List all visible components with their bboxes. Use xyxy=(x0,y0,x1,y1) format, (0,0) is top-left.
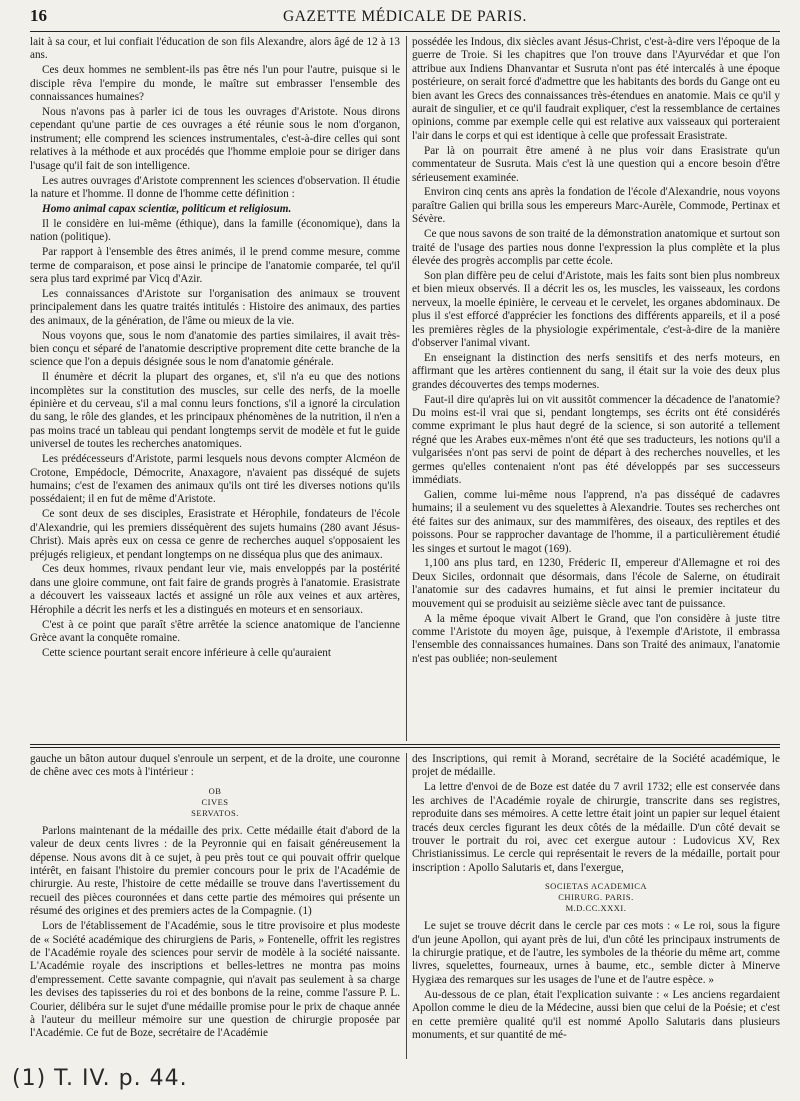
paragraph: Son plan diffère peu de celui d'Aristote, mais les faits sont bien plus nombreux et bien mieux observés. Il a décrit les os, les muscles, les vaisseaux, les cordons nerveux, la moelle épinière, le cerveau et le cervelet, les organes abdominaux. De plus il s'est efforcé d'apprécier les fonctions des différents appareils, et il a posé les premières règles de la physiologie expérimentale, c'est-à-dire de la manière d'observer l'animal vivant. xyxy=(412,269,780,349)
paragraph: Cette science pourtant serait encore inférieure à celle qu'auraient xyxy=(42,646,332,659)
paragraph: Par rapport à l'ensemble des êtres animés, il le prend comme mesure, comme terme de comparaison, et pose ainsi le principe de l'anatomie comparée, tel qu'il sera plus tard exprimé par Vicq d'Azir. xyxy=(30,246,400,285)
paragraph: Ce sont deux de ses disciples, Erasistrate et Hérophile, fondateurs de l'école d'Alexandrie, qui les premiers disséquèrent des sujets humains (280 avant Jésus-Christ). Mais après eux on cessa ce genre de recherches auquel s'opposaient les préjugés religieux, et pendant longtemps on ne disséqua plus que des animaux. xyxy=(30,508,400,561)
paragraph: Parlons maintenant de la médaille des prix. Cette médaille était d'abord de la valeur de deux cents livres : de la Peyronnie qui en faisait généreusement la dépense. Nous avons dit à ce sujet, à peu près tout ce qui pouvait offrir quelque intérêt, en faisant l'histoire du premier concours pour le prix de l'Académie de chirurgie. Au reste, l'histoire de cette médaille se trouve dans l'avertissement du recueil des pièces couronnées et dans cette partie des mémoires qui présente un résumé des origines et des premiers actes de la Compagnie. (1) xyxy=(30,824,400,918)
handwritten-footnote: (1) T. IV. p. 44. xyxy=(12,1066,188,1091)
bottom-left-column xyxy=(30,753,400,1059)
running-title: GAZETTE MÉDICALE DE PARIS. xyxy=(282,8,528,25)
bottom-right-column xyxy=(412,753,780,1059)
legend-line: CHIRURG. PARIS. xyxy=(558,892,634,903)
paragraph: possédée les Indous, dix siècles avant Jésus-Christ, c'est-à-dire vers l'époque de la guerre de Troie. Si les chapitres que l'on trouve dans l'Ayurvédar et que l'on attribue aux Indiens Dhanvantar et Susruta n'ont pas été intercalés à une époque postérieure, on serait forcé d'admettre que les habitants des bords du Gange ont eu bien avant les Grecs des connaissances très-étendues en anatomie. Mais ce qu'il y aurait de singulier, et ce qu'il faudrait expliquer, c'est la ressemblance de certaines opinions, comme par exemple celle qui est relative aux vaisseaux qui porteraient l'air dans le corps et qui est identique à celle que professait Erasistrate. xyxy=(412,36,780,142)
paragraph: Il le considère en lui-même (éthique), dans la famille (économique), dans la nation (politique). xyxy=(30,217,400,244)
paragraph: des Inscriptions, qui remit à Morand, secrétaire de la Société académique, le projet de médaille. xyxy=(412,753,780,779)
section-rule xyxy=(30,744,780,745)
top-right-column xyxy=(412,36,780,741)
legend-line: SERVATOS. xyxy=(191,807,239,818)
paragraph: Galien, comme lui-même nous l'apprend, n'a pas disséqué de cadavres humains; il a seulement vu des squelettes à Alexandrie. Toutes ses recherches ont été faites sur des animaux, sur des mammifères, des oiseaux, des reptiles et des poissons. Pour se rapprocher davantage de l'homme, il a particulièrement étudié les singes et surtout le magot (169). xyxy=(412,488,780,555)
paragraph: La lettre d'envoi de de Boze est datée du 7 avril 1732; elle est conservée dans les archives de l'Académie royale de chirurgie, transcrite dans ses registres, reproduite dans ses mémoires. A cette lettre était joint un papier sur lequel étaient tracés deux cercles figurant les deux côtés de la médaille. D'un côté devait se trouver le portrait du roi, avec cet exergue autour : Ludovicus XV, Rex Christianissimus. Le cercle qui représentait le revers de la médaille, portait pour inscription : Apollo Salutaris et, dans l'exergue, xyxy=(412,781,780,874)
paragraph: A la même époque vivait Albert le Grand, que l'on considère à juste titre comme l'Aristote du moyen âge, puisque, à l'exemple d'Aristote, il embrassa l'ensemble des connaissances humaines. Dans son Traité des animaux, l'anatomie n'est pas oubliée; non-seulement xyxy=(412,612,780,665)
paragraph: Les prédécesseurs d'Aristote, parmi lesquels nous devons compter Alcméon de Crotone, Empédocle, Démocrite, Anaxagore, n'avaient pas disséqué de sujets humains; c'est de l'examen des animaux qu'ils ont tiré les diverses notions qu'ils possédaient; il en fut de même d'Aristote. xyxy=(30,453,400,506)
page-number: 16 xyxy=(30,6,47,25)
legend-line: SOCIETAS ACADEMICA xyxy=(544,881,648,892)
paragraph: Ces deux hommes, rivaux pendant leur vie, mais enveloppés par la postérité dans une gloire commune, ont fait faire de grands progrès à l'anatomie. Erasistrate a découvert les vaisseaux lactés et assigné un rôle aux veines et aux artères, Hérophile a décrit les nerfs et les a distingués en moteurs et en sensoriaux. xyxy=(30,563,400,616)
paragraph: gauche un bâton autour duquel s'enroule un serpent, et de la droite, une couronne de chêne avec ces mots à l'intérieur : xyxy=(30,753,400,779)
paragraph: lait à sa cour, et lui confiait l'éducation de son fils Alexandre, alors âgé de 12 à 13 ans. xyxy=(30,36,400,62)
legend-line: M.D.CC.XXXI. xyxy=(565,903,627,914)
paragraph: En enseignant la distinction des nerfs sensitifs et des nerfs moteurs, en affirmant que les artères contiennent du sang, il était sur la voie des deux plus grandes découvertes des temps modernes. xyxy=(412,351,780,391)
paragraph: Le sujet se trouve décrit dans le cercle par ces mots : « Le roi, sous la figure d'un jeune Apollon, qui ayant près de lui, d'un côté les principaux instruments de la chirurgie pratique, et de l'autre, les symboles de la théorie du même art, comme livres, squelettes, fourneaux, urnes à baume, etc., semble dicter à Minerve Hygiæa des remarques sur les usages de l'une et de l'autre espèce. » xyxy=(412,920,780,986)
column-divider xyxy=(406,753,407,1059)
paragraph: Nous n'avons pas à parler ici de tous les ouvrages d'Aristote. Nous dirons cependant qu'une partie de ces ouvrages a été réunie sous le nom d'organon, instrument; elle comprend les sciences instrumentales, c'est-à-dire celles qui sont relatives à la méthode et aux procédés que l'homme emploie pour se diriger dans l'usage qu'il fait de son intelligence. xyxy=(30,106,400,172)
paragraph: Les connaissances d'Aristote sur l'organisation des animaux se trouvent principalement dans les quatre traités intitulés : Histoire des animaux, des parties des animaux, de la génération, de l'âme ou mieux de la vie. xyxy=(30,287,400,327)
top-left-column xyxy=(30,36,400,741)
paragraph: Nous voyons que, sous le nom d'anatomie des parties similaires, il avait très-bien conçu et séparé de l'anatomie descriptive proprement dite cette branche de la science que l'on a depuis désignée sous le nom d'anatomie générale. xyxy=(30,329,400,369)
paragraph: Faut-il dire qu'après lui on vit aussitôt commencer la décadence de l'anatomie? Du moins est-il vrai que si, pendant longtemps, ses écrits ont été considérés comme exprimant le plus haut degré de la science, si son autorité a tellement régné que les Arabes eux-mêmes n'ont été que ses traducteurs, les notions qu'il a vulgarisées n'ont pas servi de point de départ à des recherches nouvelles, et les germes qu'elles contenaient n'ont pas été développés par ses successeurs immédiats. xyxy=(412,393,780,486)
paragraph: C'est à ce point que paraît s'être arrêtée la science anatomique de l'ancienne Grèce avant la conquête romaine. xyxy=(30,618,400,644)
legend-line: OB xyxy=(208,785,222,796)
latin-definition: Homo animal capax scientiæ, politicum et religiosum. xyxy=(42,202,292,215)
legend-line: CIVES xyxy=(201,796,229,807)
paragraph: Au-dessous de ce plan, était l'explication suivante : « Les anciens regardaient Apollon comme le dieu de la Médecine, aussi bien que celui de la Poésie; et c'est en cette première qualité qu'il est nommé Apollo Salutaris dans plusieurs monuments, et sur quantité de mé- xyxy=(412,988,780,1041)
paragraph: Par là on pourrait être amené à ne plus voir dans Erasistrate qu'un commentateur de Susruta. Mais c'est là une question qui a encore besoin d'être sérieusement examinée. xyxy=(412,144,780,184)
paragraph: Environ cinq cents ans après la fondation de l'école d'Alexandrie, nous voyons paraître Galien qui brilla sous les empereurs Marc-Aurèle, Commode, Pertinax et Sévère. xyxy=(412,186,780,226)
paragraph: Ce que nous savons de son traité de la démonstration anatomique et surtout son traité de l'usage des parties nous donne l'expression la plus complète et la plus élevée des progrès accomplis par cette école. xyxy=(412,228,780,267)
paragraph: Les autres ouvrages d'Aristote comprennent les sciences d'observation. Il étudie la nature et l'homme. Il donne de l'homme cette définition : xyxy=(30,174,400,200)
paragraph: 1,100 ans plus tard, en 1230, Fréderic II, empereur d'Allemagne et roi des Deux Siciles, ordonnait que désormais, dans l'école de Salerne, on étudirait l'anatomie sur des cadavres humains, et fut ainsi le premier incitateur du mouvement qui se produisit au seizième siècle avec tant de puissance. xyxy=(412,557,780,610)
paragraph: Lors de l'établissement de l'Académie, sous le titre provisoire et plus modeste de « Société académique des chirurgiens de Paris, » Fontenelle, offrit les registres de l'Académie royale des sciences pour servir de modèle à la société naissante. L'Académie royale des inscriptions et belles-lettres ne montra pas moins d'empressement. Cette savante compagnie, qui n'avait pas seulement à sa charge les devises des tapisseries du roi et des bonbons de la reine, comme l'assure P. L. Courier, délibéra sur le sujet d'une médaille promise pour le prix de chaque année à l'auteur du meilleur mémoire sur une question de chirurgie proposée par l'Académie. Ce fut de Boze, secrétaire de l'Académie xyxy=(30,920,400,1040)
paragraph: Ces deux hommes ne semblent-ils pas être nés l'un pour l'autre, puisque si le disciple rêva l'empire du monde, le maître sut embrasser l'ensemble des connaissances humaines? xyxy=(30,64,400,104)
section-rule-double xyxy=(30,747,780,748)
medal-legend xyxy=(30,786,400,819)
page-header xyxy=(30,6,780,30)
paragraph: Il énumère et décrit la plupart des organes, et, s'il n'a eu que des notions incomplètes sur la constitution des muscles, sur celle des nerfs, de la moelle épinière et du cerveau, s'il a mal connu leurs fonctions, s'il a ignoré la circulation du sang, le rôle des glandes, et les principaux phénomènes de la nutrition, il n'en a pas moins tracé un tableau qui pendant longtemps servit de modèle et fut le guide universel de toutes les recherches anatomiques. xyxy=(30,371,400,451)
column-divider xyxy=(406,36,407,741)
medal-legend xyxy=(412,881,780,914)
header-rule xyxy=(30,31,780,32)
